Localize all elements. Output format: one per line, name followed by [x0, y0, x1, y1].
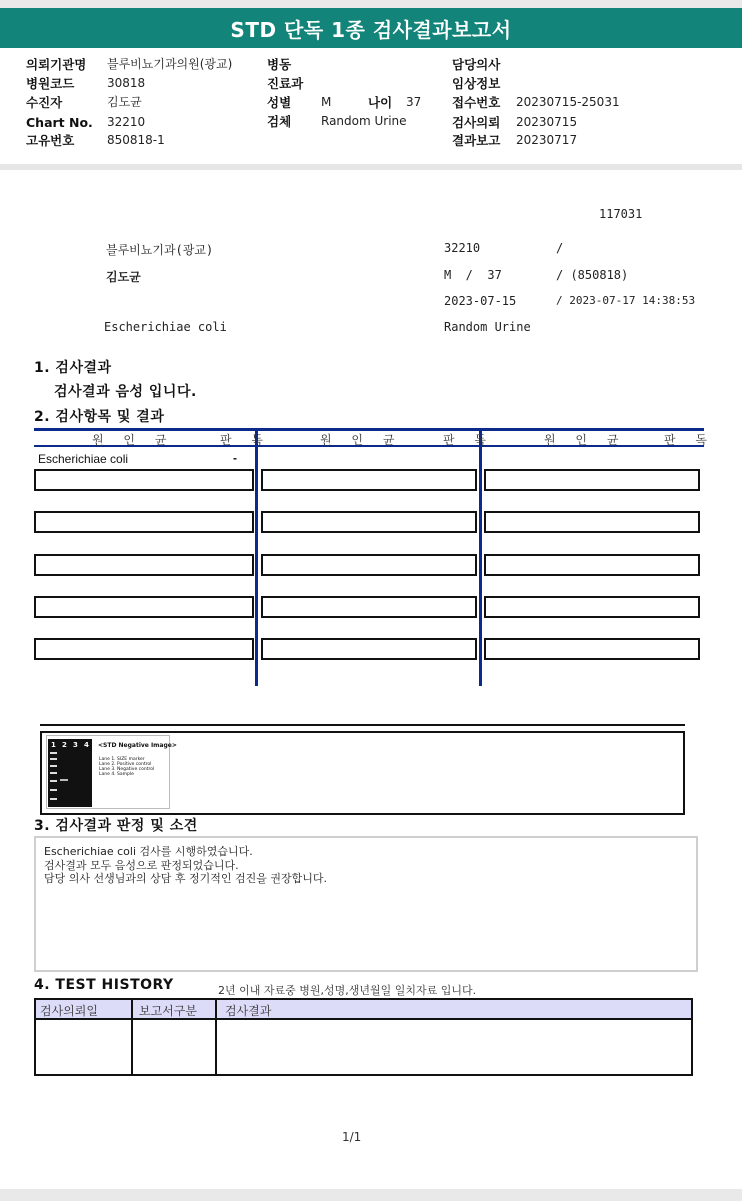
- label-report-date: 결과보고: [452, 133, 501, 148]
- gel-lane-number: 4: [84, 741, 89, 749]
- header-divider: [0, 164, 742, 170]
- value-report-date: 20230717: [516, 133, 578, 147]
- page-number: 1/1: [342, 1130, 362, 1144]
- label-sex: 성별: [267, 95, 292, 110]
- result-cell: [484, 469, 700, 491]
- label-patient: 수진자: [26, 95, 63, 110]
- label-request-date: 검사의뢰: [452, 115, 501, 130]
- col-header-judgement: 판 독: [443, 433, 494, 447]
- label-department: 진료과: [267, 76, 304, 91]
- result-cell: [484, 638, 700, 660]
- history-note: 2년 이내 자료중 병원,성명,생년월일 일치자료 입니다.: [218, 984, 477, 997]
- history-col-result: 검사결과: [225, 1004, 272, 1018]
- report-title: STD 단독 1종 검사결과보고서: [230, 17, 512, 42]
- col-header-judgement: 판 독: [664, 433, 715, 447]
- history-table: [34, 998, 693, 1076]
- summary-date-request: 2023-07-15: [444, 294, 517, 308]
- col-header-pathogen: 원 인 균: [544, 433, 627, 447]
- value-specimen: Random Urine: [321, 114, 407, 128]
- label-specimen: 검체: [267, 114, 292, 129]
- col-header-pathogen: 원 인 균: [320, 433, 403, 447]
- section1-heading: 1. 검사결과: [34, 360, 112, 376]
- label-doctor: 담당의사: [452, 57, 501, 72]
- gel-image-title: <STD Negative Image>: [98, 742, 177, 749]
- result-cell: [261, 511, 477, 533]
- section4-heading: 4. TEST HISTORY: [34, 977, 174, 993]
- summary-code: 117031: [599, 207, 643, 221]
- result-cell: [261, 596, 477, 618]
- history-col-request-date: 검사의뢰일: [40, 1004, 98, 1018]
- label-chart-no: Chart No.: [26, 115, 93, 130]
- gel-band: [50, 758, 57, 760]
- section3-heading: 3. 검사결과 판정 및 소견: [34, 818, 198, 834]
- label-unique-no: 고유번호: [26, 133, 75, 148]
- gel-lane-legend: Lane 1. SIZE marker: [99, 757, 145, 762]
- result-cell: [34, 511, 254, 533]
- result-cell: [34, 469, 254, 491]
- result-cell: [261, 469, 477, 491]
- history-col-report-type: 보고서구분: [139, 1004, 197, 1018]
- summary-clinic: 블루비뇨기과(광교): [106, 243, 214, 257]
- label-age: 나이: [368, 95, 393, 110]
- gel-band: [50, 765, 57, 767]
- summary-chart: 32210: [444, 241, 481, 255]
- top-strip: [0, 0, 742, 8]
- result-cell: [484, 511, 700, 533]
- gel-band: [50, 772, 57, 774]
- result-cell: [261, 638, 477, 660]
- gel-band: [50, 752, 57, 754]
- value-hospital-code: 30818: [107, 76, 146, 90]
- image-top-rule: [40, 724, 685, 726]
- section2-heading: 2. 검사항목 및 결과: [34, 409, 165, 425]
- value-chart-no: 32210: [107, 115, 146, 129]
- opinion-line: Escherichiae coli 검사를 시행하였습니다.: [44, 845, 253, 858]
- grid-column-separator: [255, 428, 258, 686]
- opinion-box: [34, 836, 698, 972]
- summary-name: 김도균: [106, 270, 141, 284]
- gel-band: [50, 780, 57, 782]
- summary-organism: Escherichiae coli: [104, 320, 227, 334]
- summary-birth: / (850818): [556, 268, 629, 282]
- label-hospital-code: 병원코드: [26, 76, 75, 91]
- report-title-bar: [0, 8, 742, 48]
- summary-slash: /: [556, 241, 564, 255]
- value-unique-no: 850818-1: [107, 133, 165, 147]
- opinion-line: 담당 의사 선생님과의 상담 후 정기적인 검진을 권장합니다.: [44, 872, 327, 885]
- result-pathogen: Escherichiae coli: [38, 452, 129, 466]
- gel-lane-number: 2: [62, 741, 67, 749]
- grid-column-separator: [479, 428, 482, 686]
- gel-lane-number: 3: [73, 741, 78, 749]
- value-sex: M: [321, 95, 332, 109]
- value-patient: 김도균: [107, 95, 142, 109]
- result-cell: [484, 596, 700, 618]
- gel-band: [50, 798, 57, 800]
- summary-date-report: / 2023-07-17 14:38:53: [556, 294, 696, 307]
- label-clinical-info: 임상정보: [452, 76, 501, 91]
- summary-sex-age: M / 37: [444, 268, 502, 282]
- result-cell: [34, 554, 254, 576]
- section1-result: 검사결과 음성 입니다.: [54, 384, 197, 400]
- value-receipt-no: 20230715-25031: [516, 95, 620, 109]
- history-column-divider: [131, 1000, 133, 1074]
- result-cell: [34, 596, 254, 618]
- value-request-date: 20230715: [516, 115, 578, 129]
- result-cell: [34, 638, 254, 660]
- bottom-strip: [0, 1189, 742, 1201]
- gel-lane-legend: Lane 2. Positive control: [99, 762, 152, 767]
- gel-lane-legend: Lane 4. Sample: [99, 772, 134, 777]
- result-cell: [261, 554, 477, 576]
- summary-specimen: Random Urine: [444, 320, 531, 334]
- gel-band: [60, 779, 68, 781]
- label-institution: 의뢰기관명: [26, 57, 87, 72]
- label-receipt-no: 접수번호: [452, 95, 501, 110]
- label-ward: 병동: [267, 57, 292, 72]
- gel-band: [50, 789, 57, 791]
- opinion-line: 검사결과 모두 음성으로 판정되었습니다.: [44, 858, 239, 872]
- gel-lane-legend: Lane 3. Negative control: [99, 767, 155, 772]
- history-column-divider: [215, 1000, 217, 1074]
- col-header-pathogen: 원 인 균: [92, 433, 175, 447]
- result-judgement: -: [233, 451, 237, 465]
- value-age: 37: [406, 95, 422, 109]
- col-header-judgement: 판 독: [220, 433, 271, 447]
- gel-lane-number: 1: [51, 741, 56, 749]
- result-cell: [484, 554, 700, 576]
- history-table-header: [36, 1000, 691, 1020]
- value-institution: 블루비뇨기과의원(광교): [107, 57, 233, 71]
